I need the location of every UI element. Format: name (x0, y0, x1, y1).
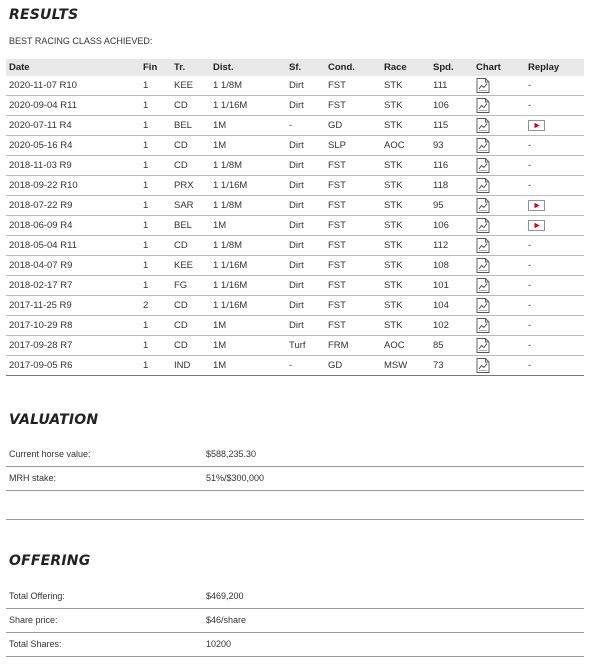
table-row (6, 196, 584, 216)
cell-fin: 1 (140, 256, 171, 276)
chart-document-icon[interactable] (476, 358, 490, 373)
cell-chart (473, 236, 525, 256)
cell-replay: - (525, 176, 584, 196)
stake-label: MRH stake: (9, 473, 57, 483)
cell-speed: 115 (430, 116, 473, 136)
cell-replay: - (525, 236, 584, 256)
cell-condition: FST (325, 176, 381, 196)
cell-chart (473, 76, 525, 96)
results-header-row (6, 59, 584, 76)
col-header-date: Date (6, 59, 140, 76)
results-title: RESULTS (9, 7, 79, 23)
cell-condition: FST (325, 236, 381, 256)
cell-speed: 112 (430, 236, 473, 256)
cell-race: STK (381, 216, 430, 236)
cell-fin: 1 (140, 96, 171, 116)
chart-document-icon[interactable] (476, 238, 490, 253)
table-row (6, 96, 584, 116)
col-header-replay: Replay (525, 59, 584, 76)
col-header-fin: Fin (140, 59, 171, 76)
offering-row (6, 609, 584, 633)
table-row (6, 76, 584, 96)
cell-date: 2018-06-09 R4 (6, 216, 140, 236)
cell-replay: - (525, 316, 584, 336)
cell-chart (473, 276, 525, 296)
col-header-speed: Spd. (430, 59, 473, 76)
cell-surface: Dirt (286, 296, 325, 316)
cell-replay (525, 116, 584, 136)
cell-date: 2017-09-28 R7 (6, 336, 140, 356)
chart-document-icon[interactable] (476, 98, 490, 113)
valuation-row (6, 467, 584, 491)
cell-speed: 118 (430, 176, 473, 196)
share-price-value: $46/share (206, 615, 247, 625)
cell-date: 2018-05-04 R11 (6, 236, 140, 256)
cell-chart (473, 316, 525, 336)
cell-surface: Dirt (286, 76, 325, 96)
cell-fin: 1 (140, 236, 171, 256)
cell-surface: Dirt (286, 136, 325, 156)
cell-date: 2018-11-03 R9 (6, 156, 140, 176)
stake-value: 51%/$300,000 (206, 473, 265, 483)
offering-title: OFFERING (9, 553, 91, 569)
chart-document-icon[interactable] (476, 198, 490, 213)
cell-track: CD (171, 296, 210, 316)
col-header-distance: Dist. (210, 59, 286, 76)
cell-race: STK (381, 96, 430, 116)
cell-speed: 85 (430, 336, 473, 356)
cell-track: FG (171, 276, 210, 296)
cell-surface: - (286, 116, 325, 136)
cell-replay: - (525, 336, 584, 356)
chart-document-icon[interactable] (476, 258, 490, 273)
valuation-row (6, 443, 584, 467)
cell-race: STK (381, 276, 430, 296)
cell-date: 2020-09-04 R11 (6, 96, 140, 116)
cell-chart (473, 136, 525, 156)
cell-race: AOC (381, 336, 430, 356)
cell-distance: 1 1/16M (210, 256, 286, 276)
cell-race: STK (381, 196, 430, 216)
chart-document-icon[interactable] (476, 118, 490, 133)
cell-fin: 1 (140, 276, 171, 296)
cell-distance: 1M (210, 316, 286, 336)
cell-date: 2020-05-16 R4 (6, 136, 140, 156)
chart-document-icon[interactable] (476, 318, 490, 333)
cell-chart (473, 176, 525, 196)
chart-document-icon[interactable] (476, 158, 490, 173)
cell-distance: 1 1/8M (210, 76, 286, 96)
cell-surface: Dirt (286, 256, 325, 276)
cell-surface: Dirt (286, 316, 325, 336)
cell-distance: 1 1/8M (210, 196, 286, 216)
cell-fin: 2 (140, 296, 171, 316)
cell-fin: 1 (140, 136, 171, 156)
cell-condition: FST (325, 296, 381, 316)
cell-distance: 1M (210, 356, 286, 376)
chart-document-icon[interactable] (476, 218, 490, 233)
cell-date: 2018-09-22 R10 (6, 176, 140, 196)
cell-chart (473, 196, 525, 216)
cell-surface: Dirt (286, 96, 325, 116)
cell-track: SAR (171, 196, 210, 216)
cell-condition: SLP (325, 136, 381, 156)
cell-distance: 1M (210, 116, 286, 136)
cell-condition: FST (325, 96, 381, 116)
cell-distance: 1M (210, 216, 286, 236)
results-body (6, 76, 584, 376)
cell-fin: 1 (140, 116, 171, 136)
cell-race: STK (381, 236, 430, 256)
cell-chart (473, 296, 525, 316)
cell-race: STK (381, 176, 430, 196)
video-play-icon[interactable] (528, 200, 545, 211)
cell-fin: 1 (140, 176, 171, 196)
cell-surface: Dirt (286, 276, 325, 296)
share-price-label: Share price: (9, 615, 58, 625)
cell-replay (525, 196, 584, 216)
chart-document-icon[interactable] (476, 298, 490, 313)
chart-document-icon[interactable] (476, 178, 490, 193)
cell-date: 2017-09-05 R6 (6, 356, 140, 376)
section-divider (6, 519, 584, 520)
cell-chart (473, 96, 525, 116)
cell-replay: - (525, 356, 584, 376)
cell-speed: 111 (430, 76, 473, 96)
cell-surface: - (286, 356, 325, 376)
cell-track: CD (171, 156, 210, 176)
cell-speed: 108 (430, 256, 473, 276)
cell-speed: 101 (430, 276, 473, 296)
col-header-track: Tr. (171, 59, 210, 76)
cell-date: 2018-07-22 R9 (6, 196, 140, 216)
cell-surface: Dirt (286, 176, 325, 196)
cell-track: BEL (171, 116, 210, 136)
cell-track: IND (171, 356, 210, 376)
table-row (6, 296, 584, 316)
col-header-surface: Sf. (286, 59, 325, 76)
video-play-icon[interactable] (528, 120, 545, 131)
cell-replay: - (525, 296, 584, 316)
chart-document-icon[interactable] (476, 338, 490, 353)
cell-surface: Turf (286, 336, 325, 356)
cell-date: 2020-07-11 R4 (6, 116, 140, 136)
cell-track: CD (171, 96, 210, 116)
cell-race: STK (381, 156, 430, 176)
total-offering-value: $469,200 (206, 591, 244, 601)
cell-distance: 1 1/16M (210, 176, 286, 196)
cell-race: AOC (381, 136, 430, 156)
cell-surface: Dirt (286, 216, 325, 236)
cell-speed: 73 (430, 356, 473, 376)
chart-document-icon[interactable] (476, 138, 490, 153)
col-header-race: Race (381, 59, 430, 76)
cell-distance: 1M (210, 136, 286, 156)
cell-surface: Dirt (286, 196, 325, 216)
cell-date: 2018-02-17 R7 (6, 276, 140, 296)
cell-date: 2017-11-25 R9 (6, 296, 140, 316)
table-row (6, 176, 584, 196)
cell-replay: - (525, 156, 584, 176)
table-row (6, 156, 584, 176)
cell-speed: 106 (430, 216, 473, 236)
cell-replay: - (525, 256, 584, 276)
cell-distance: 1 1/8M (210, 236, 286, 256)
offering-list (6, 585, 584, 657)
cell-date: 2017-10-29 R8 (6, 316, 140, 336)
cell-track: KEE (171, 256, 210, 276)
cell-fin: 1 (140, 156, 171, 176)
cell-condition: FST (325, 216, 381, 236)
table-row (6, 256, 584, 276)
cell-race: MSW (381, 356, 430, 376)
cell-fin: 1 (140, 76, 171, 96)
cell-condition: FST (325, 316, 381, 336)
cell-condition: GD (325, 356, 381, 376)
cell-distance: 1 1/16M (210, 96, 286, 116)
cell-distance: 1 1/16M (210, 296, 286, 316)
cell-race: STK (381, 316, 430, 336)
cell-track: CD (171, 236, 210, 256)
cell-condition: FST (325, 276, 381, 296)
total-shares-label: Total Shares: (9, 639, 62, 649)
cell-chart (473, 216, 525, 236)
cell-fin: 1 (140, 216, 171, 236)
cell-condition: GD (325, 116, 381, 136)
cell-speed: 106 (430, 96, 473, 116)
cell-fin: 1 (140, 196, 171, 216)
cell-condition: FST (325, 196, 381, 216)
cell-track: KEE (171, 76, 210, 96)
cell-speed: 93 (430, 136, 473, 156)
cell-speed: 102 (430, 316, 473, 336)
table-row (6, 316, 584, 336)
valuation-title: VALUATION (9, 412, 99, 428)
cell-date: 2020-11-07 R10 (6, 76, 140, 96)
cell-race: STK (381, 76, 430, 96)
cell-surface: Dirt (286, 156, 325, 176)
offering-row (6, 633, 584, 657)
cell-distance: 1 1/8M (210, 156, 286, 176)
cell-fin: 1 (140, 316, 171, 336)
cell-condition: FST (325, 256, 381, 276)
cell-condition: FRM (325, 336, 381, 356)
cell-distance: 1 1/16M (210, 276, 286, 296)
cell-replay: - (525, 76, 584, 96)
cell-date: 2018-04-07 R9 (6, 256, 140, 276)
cell-race: STK (381, 256, 430, 276)
cell-replay: - (525, 136, 584, 156)
cell-track: PRX (171, 176, 210, 196)
cell-chart (473, 116, 525, 136)
table-row (6, 216, 584, 236)
cell-distance: 1M (210, 336, 286, 356)
cell-replay: - (525, 96, 584, 116)
current-value: $588,235.30 (206, 449, 257, 459)
cell-speed: 104 (430, 296, 473, 316)
cell-race: STK (381, 296, 430, 316)
chart-document-icon[interactable] (476, 78, 490, 93)
table-row (6, 356, 584, 376)
cell-race: STK (381, 116, 430, 136)
table-row (6, 116, 584, 136)
chart-document-icon[interactable] (476, 278, 490, 293)
valuation-list (6, 443, 584, 491)
current-value-label: Current horse value: (9, 449, 91, 459)
cell-track: BEL (171, 216, 210, 236)
results-subtitle: BEST RACING CLASS ACHIEVED: (9, 36, 153, 46)
col-header-condition: Cond. (325, 59, 381, 76)
cell-fin: 1 (140, 336, 171, 356)
table-row (6, 236, 584, 256)
results-table (6, 59, 584, 376)
cell-replay (525, 216, 584, 236)
cell-replay: - (525, 276, 584, 296)
cell-track: CD (171, 136, 210, 156)
cell-chart (473, 356, 525, 376)
cell-chart (473, 336, 525, 356)
cell-condition: FST (325, 76, 381, 96)
col-header-chart: Chart (473, 59, 525, 76)
table-row (6, 136, 584, 156)
video-play-icon[interactable] (528, 220, 545, 231)
cell-chart (473, 156, 525, 176)
table-row (6, 336, 584, 356)
cell-surface: Dirt (286, 236, 325, 256)
total-shares-value: 10200 (206, 639, 232, 649)
cell-condition: FST (325, 156, 381, 176)
cell-fin: 1 (140, 356, 171, 376)
cell-chart (473, 256, 525, 276)
cell-track: CD (171, 316, 210, 336)
total-offering-label: Total Offering: (9, 591, 65, 601)
offering-row (6, 585, 584, 609)
cell-speed: 116 (430, 156, 473, 176)
cell-speed: 95 (430, 196, 473, 216)
table-row (6, 276, 584, 296)
cell-track: CD (171, 336, 210, 356)
